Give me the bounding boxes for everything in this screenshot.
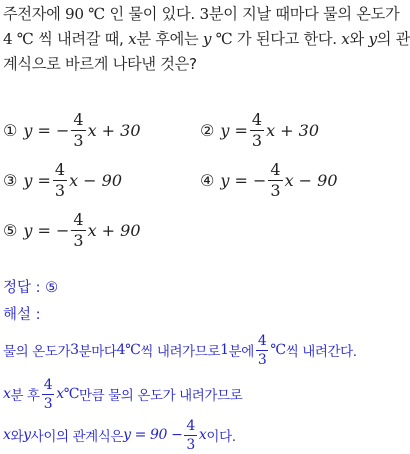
numerator: 4 (257, 332, 267, 349)
numerator: 4 (251, 109, 263, 129)
equation-lhs: y = − (23, 120, 70, 140)
unit: ℃ (125, 342, 141, 358)
answer-label: 정답 : ⑤ (3, 280, 59, 296)
numerator: 4 (270, 159, 281, 179)
choice-number: ③ (3, 170, 18, 190)
equation-lhs: y = (23, 170, 51, 190)
equation-rhs: x − 90 (69, 170, 123, 190)
fraction (268, 159, 282, 200)
text: 분 후 (10, 388, 40, 404)
variable-x: x (128, 30, 137, 48)
explanation-label: 해설 : (3, 307, 41, 323)
variable-x: x (3, 386, 11, 402)
numerator: 4 (186, 417, 195, 434)
choice-5[interactable] (3, 205, 141, 255)
choice-1[interactable] (3, 105, 141, 155)
number: 90 (65, 5, 84, 23)
numerator: 4 (73, 209, 84, 229)
text: 가 된다고 한다. (232, 30, 342, 48)
solution-line-3 (3, 416, 236, 454)
denominator: 3 (54, 180, 66, 200)
text: 와 (10, 429, 24, 445)
denominator: 3 (257, 351, 267, 368)
choice-number: ① (3, 120, 18, 140)
variable-x: x (341, 30, 350, 48)
unit: ℃ (211, 30, 233, 48)
fraction (71, 109, 85, 150)
choice-number: ⑤ (3, 220, 18, 240)
text: 만큼 물의 온도가 내려가므로 (78, 388, 243, 404)
fraction (42, 378, 55, 411)
equation-lhs: y = − (23, 220, 70, 240)
equation-lhs: y = (220, 120, 248, 140)
choice-4[interactable] (200, 155, 338, 205)
fraction (250, 109, 264, 150)
text: 물의 온도가 (3, 344, 71, 360)
equation-lhs: y = − (220, 170, 267, 190)
number: 3 (199, 5, 209, 23)
equation-rhs: x + 30 (266, 120, 320, 140)
numerator: 4 (54, 159, 66, 179)
choice-number: ④ (200, 170, 215, 190)
problem-line-2 (3, 27, 410, 52)
variable-x: x (56, 386, 64, 402)
denominator: 3 (186, 436, 195, 453)
equation-rhs: x − 90 (284, 170, 338, 190)
text: 씩 내려간다. (285, 344, 357, 360)
fraction (256, 334, 269, 367)
denominator: 3 (251, 130, 263, 150)
text: 의 관 (376, 30, 410, 48)
text: 주전자에 (3, 5, 66, 23)
fraction (53, 159, 67, 200)
number: 4 (3, 30, 13, 48)
denominator: 3 (270, 180, 281, 200)
unit: ℃ (63, 386, 79, 402)
denominator: 3 (73, 230, 84, 250)
text: 와 (349, 30, 369, 48)
number: 1 (220, 342, 229, 358)
numerator: 4 (73, 109, 84, 129)
number: 4 (116, 342, 126, 358)
equation-rhs: x + 30 (87, 120, 141, 140)
choice-2[interactable] (200, 105, 319, 155)
denominator: 3 (73, 130, 84, 150)
variable-x: x (3, 427, 11, 443)
solution-line-2 (3, 374, 242, 414)
unit: ℃ (83, 5, 105, 23)
unit: ℃ (12, 30, 34, 48)
denominator: 3 (43, 395, 53, 412)
variable-y: y (202, 30, 212, 48)
choice-number: ② (200, 120, 215, 140)
equation-rhs: x + 90 (87, 220, 141, 240)
variable-x: x (198, 427, 207, 443)
numerator: 4 (43, 376, 53, 393)
fraction (184, 419, 197, 452)
text: 인 물이 있다. (104, 5, 200, 23)
variable-y: y (23, 427, 31, 443)
text: 분이 지날 때마다 물의 온도가 (208, 5, 400, 23)
number: 3 (70, 342, 79, 358)
text: 분에 (228, 344, 254, 360)
text: 이다. (206, 429, 236, 445)
choice-3[interactable] (3, 155, 122, 205)
text: 분 후에는 (136, 30, 203, 48)
text: 분마다 (78, 344, 117, 360)
variable-y: y (368, 30, 377, 48)
problem-statement (3, 2, 410, 77)
solution-line-1 (3, 330, 357, 370)
problem-line-3: 계식으로 바르게 나타낸 것은? (3, 55, 197, 73)
text: 사이의 관계식은 (30, 429, 124, 445)
problem-line-1 (3, 2, 398, 27)
fraction (71, 209, 85, 250)
unit: ℃ (270, 342, 286, 358)
text: 씩 내려가므로 (140, 344, 221, 360)
text: 씩 내려갈 때, (33, 30, 129, 48)
equation-lhs: y = 90 − (123, 427, 183, 443)
